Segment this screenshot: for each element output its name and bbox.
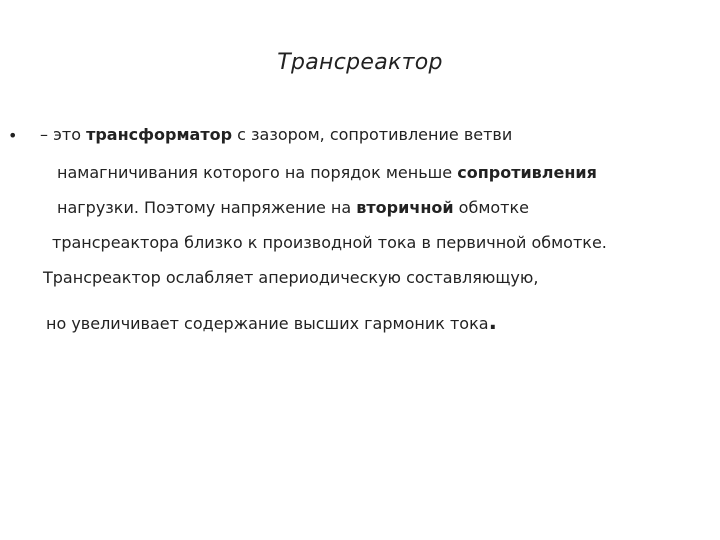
line3-bold: вторичной: [356, 198, 454, 217]
body-line-4: трансреактора близко к производной тока в первичной обмотке.: [52, 233, 607, 252]
line1-rest: с зазором, сопротивление ветви: [232, 125, 513, 144]
line1-bold: трансформатор: [86, 125, 233, 144]
line3-text: нагрузки. Поэтому напряжение на: [57, 198, 357, 217]
line2-text: намагничивания которого на порядок меньше: [57, 163, 458, 182]
line6-text: но увеличивает содержание высших гармоник тока: [46, 314, 489, 333]
line1-dash: – это: [40, 125, 87, 144]
body-line-1: [40, 125, 512, 145]
body-line-2: [57, 163, 597, 183]
line2-bold: сопротивления: [457, 163, 597, 182]
bullet-marker: •: [8, 126, 18, 145]
line3-rest: обмотке: [453, 198, 530, 217]
body-line-3: [57, 198, 529, 218]
body-line-5: Трансреактор ослабляет апериодическую составляющую,: [43, 268, 539, 287]
body-line-6: [46, 310, 497, 335]
slide-title: Трансреактор: [277, 50, 443, 75]
line6-end-dot: .: [488, 310, 497, 335]
